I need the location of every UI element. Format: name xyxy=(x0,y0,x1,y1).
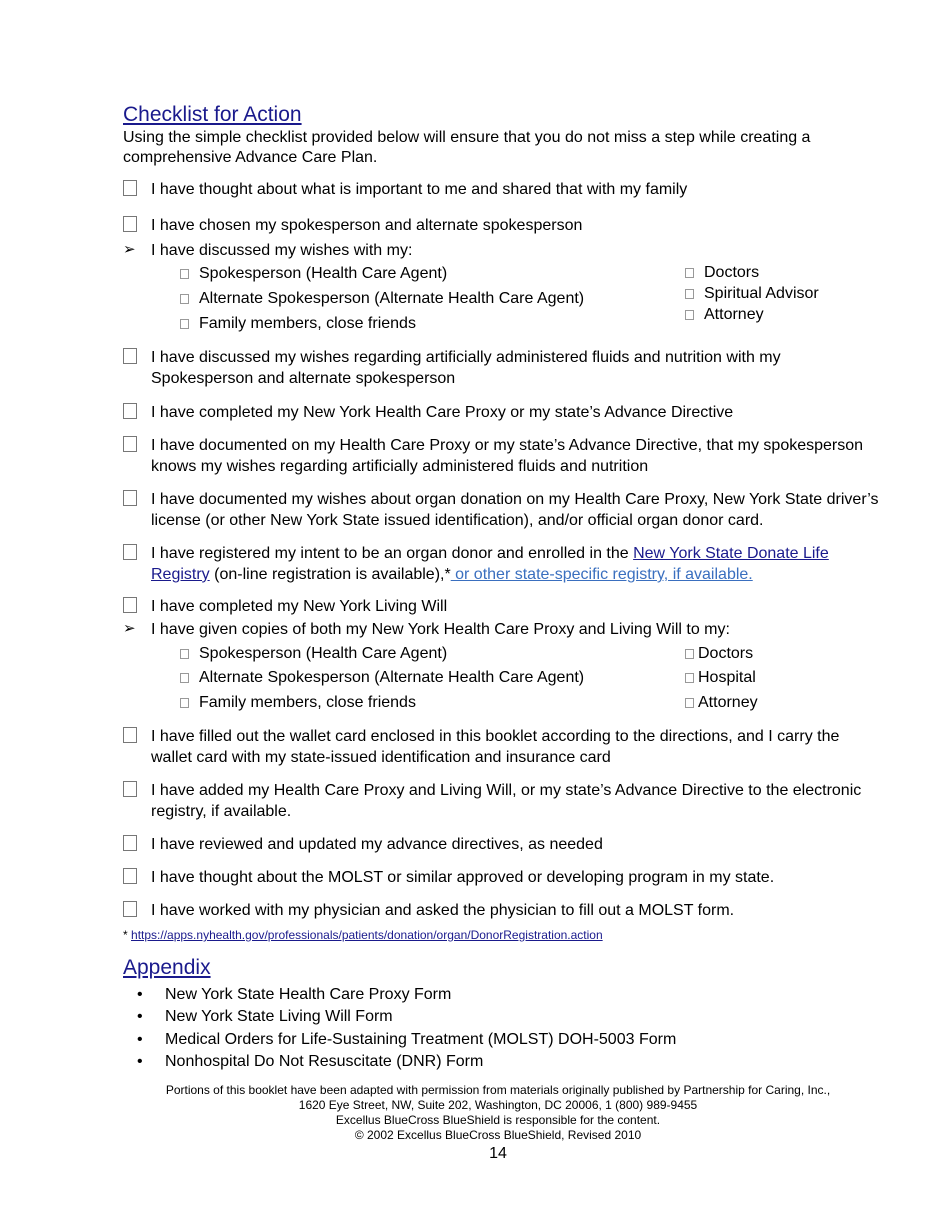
sub-option[interactable]: Doctors xyxy=(685,644,753,664)
small-checkbox[interactable] xyxy=(685,310,694,320)
arrow-bullet-icon: ➢ xyxy=(123,620,136,637)
section-title: Checklist for Action xyxy=(123,103,302,126)
document-page: Checklist for Action Using the simple checklist provided below will ensure that you do not miss a step while creating a comprehensive Advance Care Plan. I have thought about what is important to me and shared that with my family I have chosen my spokesperson and alternate spokesperson ➢ I have discussed my wishes with my: Spokesperson (Health Care Agent) Alternate Spokesperson (Alternate Health Care Agent) Family members, close friends Doctors Spiritual Advisor Attorney I have discussed my wishes regarding artificially administered fluids and nutrition with my Spokesperson and alternate spokesperson I have completed my New York Health Care Proxy or my state’s Advance Directive I have documented on my Health Care Proxy or my state’s Advance Directive, that my spokesperson knows my wishes regarding artificially administered fluids and nutrition I have documented my wishes about organ donation on my Health Care Proxy, New York State driver’s license (or other New York State issued identification), and/or official organ donor card. I have registered my intent to be an organ donor and enrolled in the New York State Donate Life Registry (on-line registration is available),* or other state-specific registry, if available. I have completed my New York Living Will ➢ I have given copies of both my New York Health Care Proxy and Living Will to my: Spokesperson (Health Care Agent) Alternate Spokesperson (Alternate Health Care Agent) Family members, close friends Doctors Hospital Attorney I have filled out the wallet card enclosed in this booklet according to the directions, and I carry the wallet card with my state-issued identification and insurance card I have added my Health Care Proxy and Living Will, or my state’s Advance Directive to the electronic registry, if available. I have reviewed and updated my advance directives, as needed I have thought about the MOLST or similar approved or developing program in my state. I have worked with my physician and asked the physician to fill out a MOLST form. * https://apps.nyhealth.gov/professionals/patients/donation/organ/DonorRegistration.action Appendix • New York State Health Care Proxy Form • New York State Living Will Form • Medical Orders for Life-Sustaining Treatment (MOLST) DOH-5003 Form • Nonhospital Do Not Resuscitate (DNR) Form Portions of this booklet have been adapted with permission from materials originally published by Partnership for Caring, Inc., 1620 Eye Street, NW, Suite 202, Washington, DC 20006, 1 (800) 989-9455 Excellus BlueCross BlueShield is responsible for the content. © 2002 Excellus BlueCross BlueShield, Revised 2010 14 xyxy=(123,0,883,1230)
sub-option[interactable]: Family members, close friends xyxy=(180,693,416,713)
checkbox[interactable] xyxy=(123,597,137,613)
small-checkbox[interactable] xyxy=(180,294,189,304)
small-checkbox[interactable] xyxy=(685,649,694,659)
sub-option[interactable]: Spokesperson (Health Care Agent) xyxy=(180,644,447,664)
checkbox[interactable] xyxy=(123,835,137,851)
donate-life-registry-link[interactable]: New York State Donate Life Registry xyxy=(151,545,829,583)
sub-option[interactable]: Spokesperson (Health Care Agent) xyxy=(180,264,447,284)
appendix-title: Appendix xyxy=(123,956,211,979)
small-checkbox[interactable] xyxy=(685,289,694,299)
small-checkbox[interactable] xyxy=(685,698,694,708)
sub-option[interactable]: Family members, close friends xyxy=(180,314,416,334)
sub-option[interactable]: Hospital xyxy=(685,668,756,688)
small-checkbox[interactable] xyxy=(685,673,694,683)
sub-option[interactable]: Spiritual Advisor xyxy=(685,284,819,304)
checkbox[interactable] xyxy=(123,216,137,232)
checkbox[interactable] xyxy=(123,490,137,506)
small-checkbox[interactable] xyxy=(685,268,694,278)
footer-line: Excellus BlueCross BlueShield is responsible for the content. xyxy=(335,1113,661,1127)
sub-option[interactable]: Alternate Spokesperson (Alternate Health Care Agent) xyxy=(180,289,584,309)
footer-line: 1620 Eye Street, NW, Suite 202, Washington, DC 20006, 1 (800) 989-9455 xyxy=(298,1098,698,1112)
page-number: 14 xyxy=(489,1145,507,1162)
small-checkbox[interactable] xyxy=(180,269,189,279)
checkbox[interactable] xyxy=(123,436,137,452)
footnote: * https://apps.nyhealth.gov/professionals/patients/donation/organ/DonorRegistration.action xyxy=(123,928,603,942)
footer-line: Portions of this booklet have been adapted with permission from materials originally published by Partnership for Caring, Inc., xyxy=(165,1083,831,1097)
state-registry-link[interactable]: or other state-specific registry, if available. xyxy=(450,566,753,583)
checkbox[interactable] xyxy=(123,901,137,917)
checkbox[interactable] xyxy=(123,868,137,884)
checkbox[interactable] xyxy=(123,544,137,560)
sub-option[interactable]: Alternate Spokesperson (Alternate Health Care Agent) xyxy=(180,668,584,688)
sub-option[interactable]: Attorney xyxy=(685,693,758,713)
arrow-bullet-icon: ➢ xyxy=(123,241,136,258)
intro-paragraph: Using the simple checklist provided below will ensure that you do not miss a step while creating a comprehensive Advance Care Plan. xyxy=(123,129,811,166)
small-checkbox[interactable] xyxy=(180,649,189,659)
small-checkbox[interactable] xyxy=(180,698,189,708)
checkbox[interactable] xyxy=(123,403,137,419)
donor-registration-link[interactable]: https://apps.nyhealth.gov/professionals/patients/donation/organ/DonorRegistration.action xyxy=(131,928,603,942)
sub-option[interactable]: Attorney xyxy=(685,305,764,325)
checkbox[interactable] xyxy=(123,180,137,196)
small-checkbox[interactable] xyxy=(180,673,189,683)
small-checkbox[interactable] xyxy=(180,319,189,329)
checkbox[interactable] xyxy=(123,348,137,364)
sub-option[interactable]: Doctors xyxy=(685,263,759,283)
footer-line: © 2002 Excellus BlueCross BlueShield, Revised 2010 xyxy=(354,1128,642,1142)
checkbox[interactable] xyxy=(123,727,137,743)
checkbox[interactable] xyxy=(123,781,137,797)
